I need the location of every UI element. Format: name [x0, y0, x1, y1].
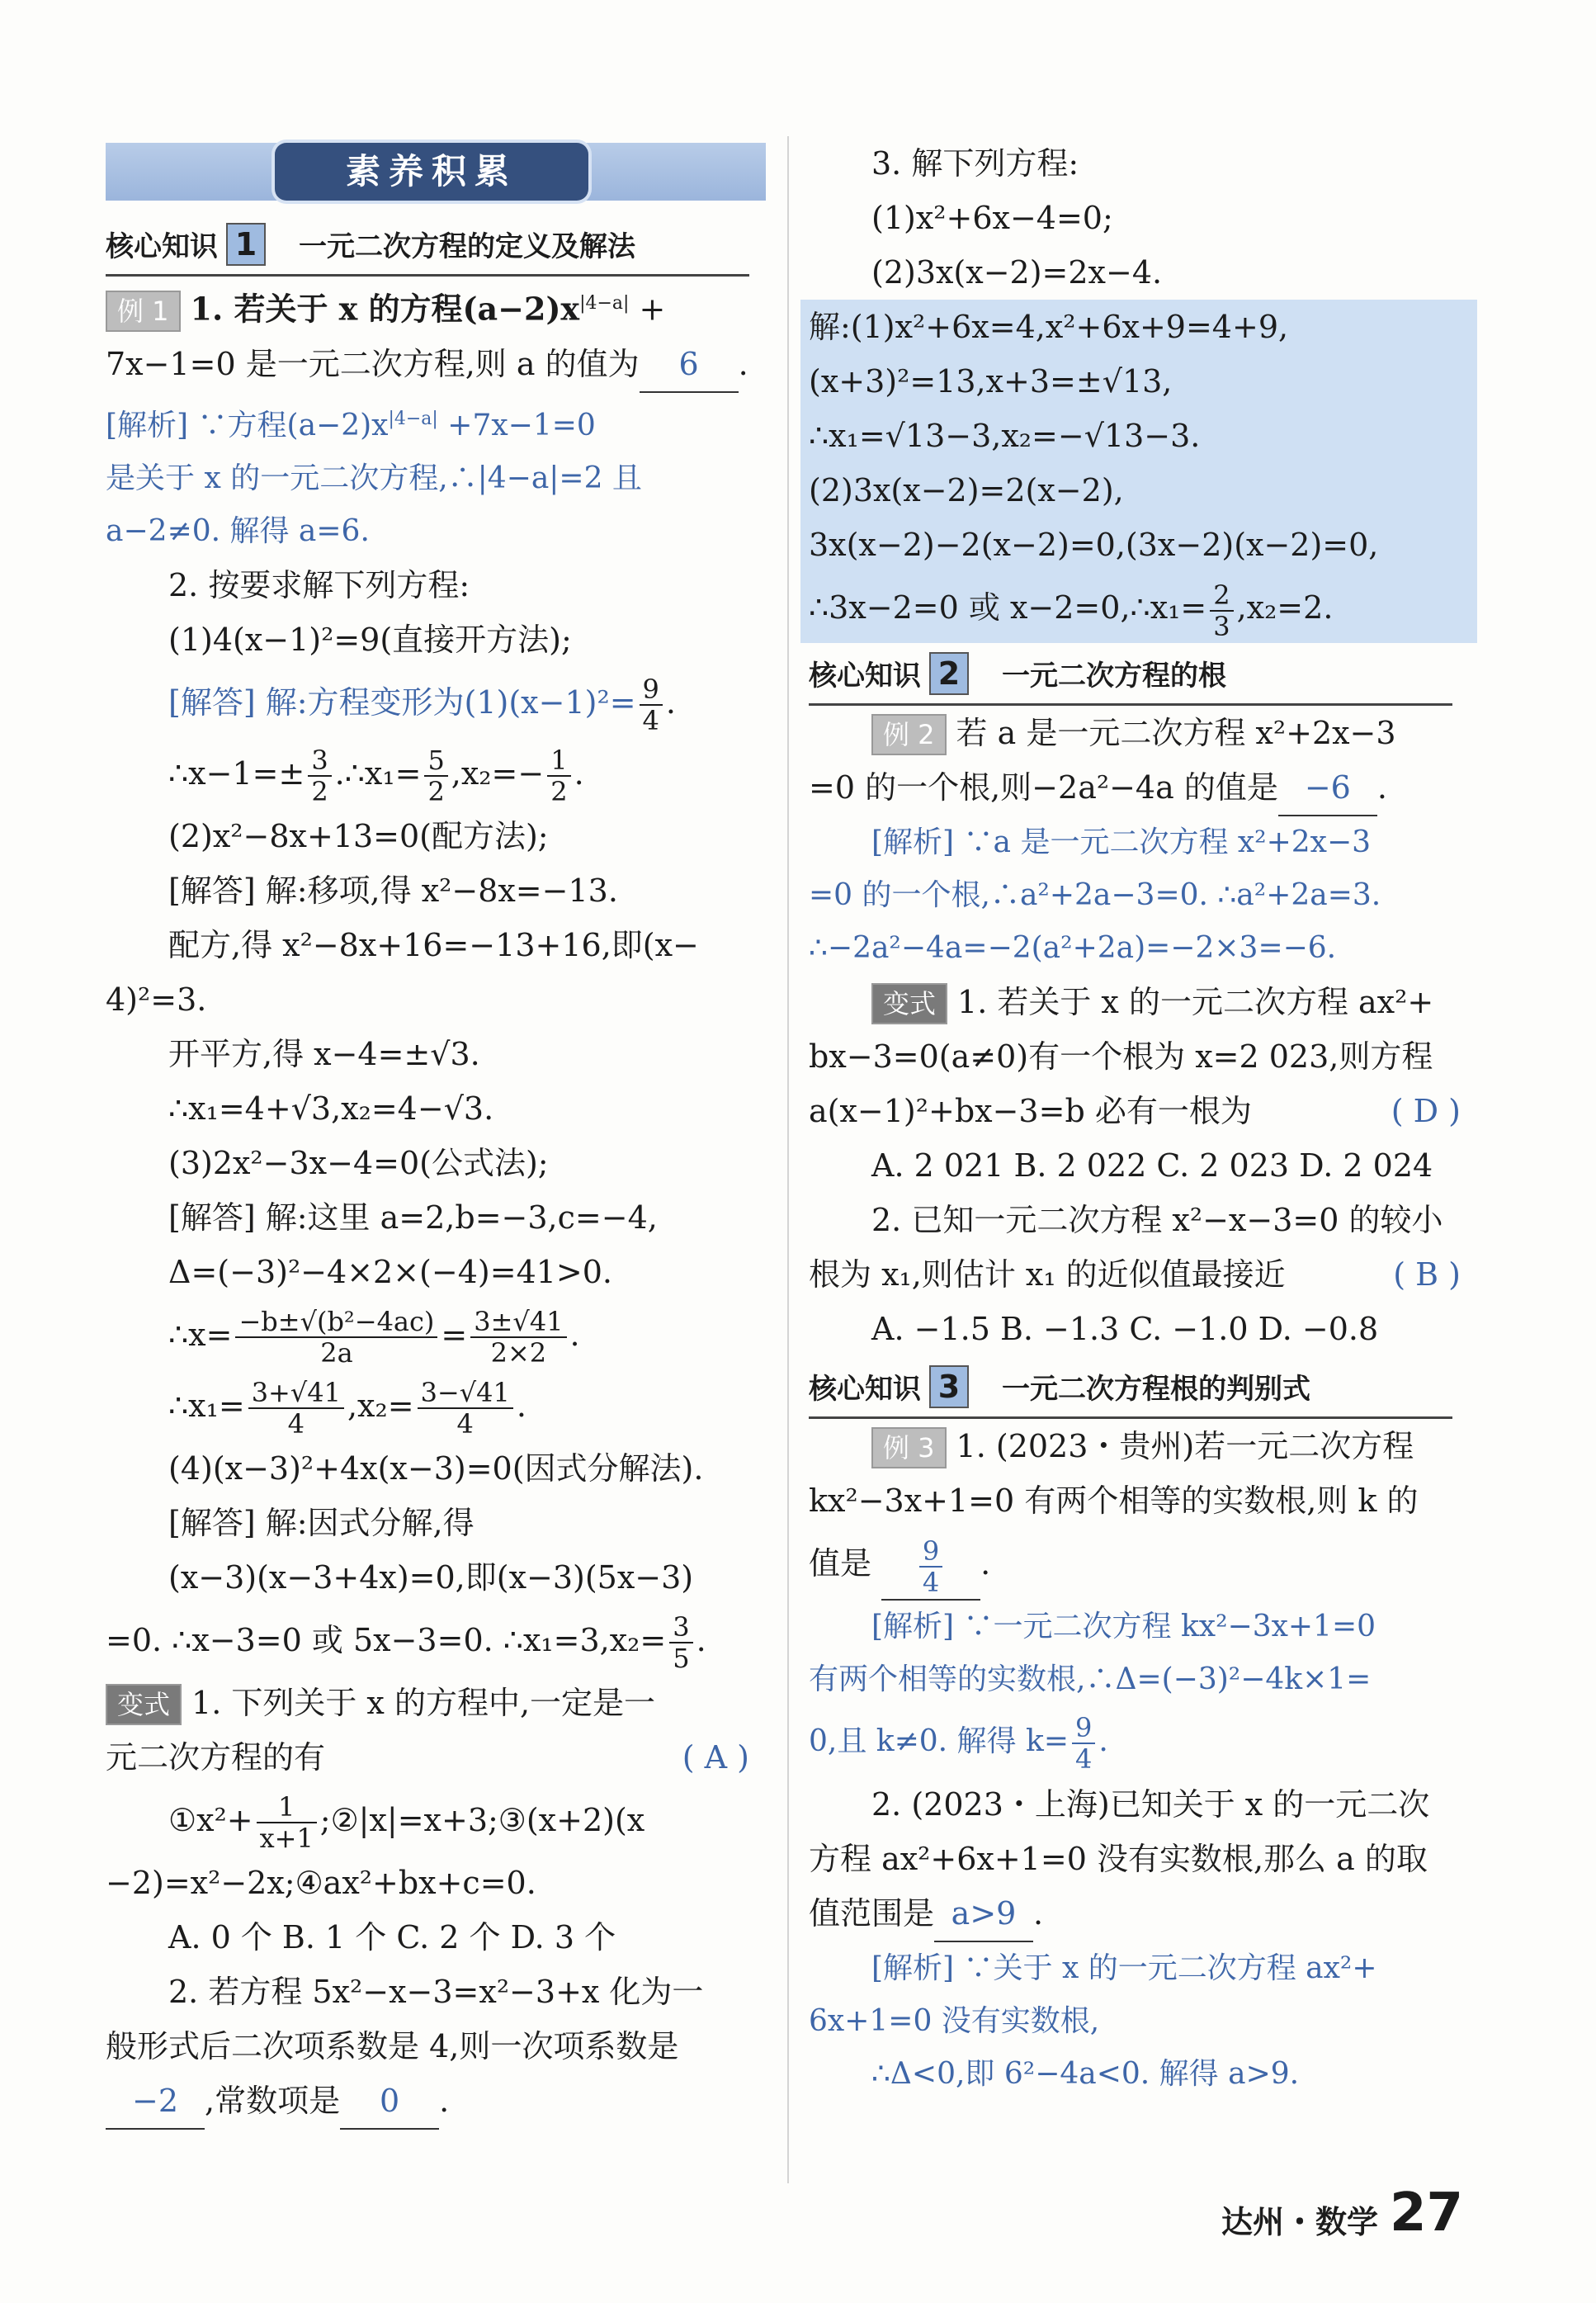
solution-line: [解析] ∵一元二次方程 kx²−3x+1=0: [871, 1610, 1376, 1643]
solution-line: 有两个相等的实数根,∴Δ=(−3)²−4k×1=: [809, 1662, 1372, 1696]
text-line: bx−3=0(a≠0)有一个根为 x=2 023,则方程: [809, 1038, 1433, 1075]
numerator: 3±√41: [470, 1307, 566, 1338]
text-line: (2)3x(x−2)=2(x−2),: [809, 472, 1124, 508]
answer-blank: a>9: [934, 1886, 1033, 1942]
text: +7x−1=0: [437, 408, 596, 442]
fraction: [418, 1378, 513, 1439]
denominator: 4: [1074, 1743, 1093, 1775]
fraction: [248, 1378, 344, 1439]
denominator: 2: [550, 776, 568, 808]
text-line: 值范围是 a>9 .: [809, 1886, 1477, 1942]
text-line: (1)x²+6x−4=0;: [871, 200, 1113, 236]
text-line: [解答] 解:移项,得 x²−8x=−13.: [168, 872, 618, 909]
text-line: [106, 1785, 766, 1856]
text: [解析] ∵方程(a−2)x: [106, 408, 389, 442]
text-line: 3. 解下列方程:: [871, 145, 1079, 182]
fraction: [919, 1536, 942, 1597]
text-line: ∴x₁= $\frac{3+√41}{4}$ ,x₂= $\frac{3-√41}{4}$ .: [168, 1377, 526, 1440]
denominator: 4: [456, 1408, 474, 1440]
knowledge-title: 一元二次方程根的判别式: [1002, 1373, 1310, 1406]
text-line: (x−3)(x−3+4x)=0,即(x−3)(5x−3): [168, 1558, 694, 1596]
text: =0 的一个根,则−2a²−4a 的值是: [809, 769, 1278, 806]
solution-line: a−2≠0. 解得 a=6.: [106, 513, 370, 548]
fraction: [669, 1612, 692, 1673]
text-line: −2 ,常数项是 0 .: [106, 2074, 766, 2130]
text: ,x₂=−: [451, 754, 545, 792]
choice-answer: ( D ): [1391, 1093, 1461, 1129]
text-line: (x+3)²=13,x+3=±√13,: [809, 363, 1173, 400]
options-line: A. 0 个 B. 1 个 C. 2 个 D. 3 个: [168, 1918, 616, 1955]
text-line: 2. (2023・上海)已知关于 x 的一元二次: [871, 1786, 1430, 1823]
denominator: 2a: [320, 1337, 353, 1369]
answer-blank: [881, 1528, 980, 1601]
text: ,x₂=2.: [1236, 589, 1334, 626]
text-line: ∴x₁=4+√3,x₂=4−√3.: [168, 1090, 494, 1127]
fraction: [308, 745, 331, 806]
numerator: 1: [257, 1792, 317, 1823]
knowledge-label: 核心知识: [809, 660, 921, 693]
text: 7x−1=0 是一元二次方程,则 a 的值为: [106, 345, 640, 382]
denominator: 2: [311, 776, 328, 808]
solution-line: 6x+1=0 没有实数根,: [809, 2004, 1100, 2038]
knowledge-number: 3: [929, 1365, 969, 1408]
denominator: 4: [922, 1566, 940, 1598]
text-line: [809, 572, 1469, 643]
text: 1. 若关于 x 的方程(a−2)x: [190, 290, 580, 328]
answer-blank: 0: [340, 2074, 439, 2130]
text-line: 值是 $\frac{9}{4}$ .: [809, 1528, 1477, 1601]
text-line: (2)x²−8x+13=0(配方法);: [168, 817, 549, 854]
text-line: 4)²=3.: [106, 981, 207, 1018]
answer-blank: −6: [1278, 760, 1377, 816]
text: 值范围是: [809, 1895, 935, 1932]
numerator: 9: [640, 674, 663, 706]
example-tag: 例 1: [106, 291, 181, 332]
fraction: [424, 745, 447, 806]
section-banner: [106, 143, 766, 201]
denominator: 4: [642, 705, 659, 737]
choice-answer: ( A ): [682, 1738, 749, 1776]
fraction: [640, 674, 663, 735]
text-line: ∴x= $\frac{\text{−b±√(b²−4ac)}}{2a}$ = $\frac{3\pm√41}{2\times 2}$ .: [168, 1306, 580, 1369]
text-line: −2)=x²−2x;④ax²+bx+c=0.: [106, 1864, 536, 1901]
text-line: 3x(x−2)−2(x−2)=0,(3x−2)(x−2)=0,: [809, 527, 1379, 563]
text: ∴x=: [168, 1316, 233, 1353]
text: ∴x₁=: [168, 1387, 245, 1424]
text-line: [809, 706, 1477, 760]
example-tag: 例 3: [871, 1427, 947, 1468]
column-divider: [787, 136, 789, 2183]
knowledge-number: 2: [929, 652, 969, 695]
fraction: [1210, 580, 1233, 641]
numerator: 2: [1210, 580, 1233, 612]
text: 元二次方程的有: [106, 1738, 326, 1776]
text: |4−a|: [579, 293, 630, 314]
knowledge-heading-3: [809, 1356, 1452, 1419]
fraction: [257, 1792, 317, 1853]
text-line: [809, 975, 1477, 1029]
text: 1. 下列关于 x 的方程中,一定是一: [191, 1684, 656, 1721]
solution-line: 是关于 x 的一元二次方程,∴|4−a|=2 且: [106, 461, 642, 495]
text-line: [解答] 解:因式分解,得: [168, 1504, 475, 1541]
text: =0. ∴x−3=0 或 5x−3=0. ∴x₁=3,x₂=: [106, 1621, 667, 1658]
text: 1. (2023・贵州)若一元二次方程: [956, 1428, 1414, 1464]
variant-tag: 变式: [871, 983, 947, 1024]
text-line: 配方,得 x²−8x+16=−13+16,即(x−: [168, 926, 699, 963]
text: .∴x₁=: [334, 754, 422, 792]
page-footer: [1221, 2179, 1494, 2242]
fraction: [1072, 1713, 1095, 1774]
text: 值是: [809, 1545, 872, 1582]
knowledge-label: 核心知识: [809, 1373, 921, 1406]
fraction: [547, 745, 570, 806]
knowledge-heading-2: [809, 643, 1452, 706]
solution-line: [解析] ∵a 是一元二次方程 x²+2x−3: [871, 825, 1372, 859]
example-tag: 例 2: [871, 714, 947, 755]
text-line: [809, 1084, 1477, 1138]
text-line: 2. 已知一元二次方程 x²−x−3=0 的较小: [871, 1202, 1443, 1238]
text: ,x₂=: [347, 1387, 414, 1424]
solution-line: ∴Δ<0,即 6²−4a<0. 解得 a>9.: [871, 2057, 1300, 2091]
text-line: (2)3x(x−2)=2x−4.: [871, 254, 1163, 291]
solution-line: ∴−2a²−4a=−2(a²+2a)=−2×3=−6.: [809, 931, 1337, 965]
text-line: [解答] 解:方程变形为(1)(x−1)²= $\frac{9}{4}$ .: [168, 674, 676, 737]
text: 若 a 是一元二次方程 x²+2x−3: [956, 715, 1396, 751]
choice-answer: ( B ): [1393, 1256, 1461, 1293]
numerator: 9: [1072, 1713, 1095, 1744]
text-line: [809, 1247, 1477, 1302]
knowledge-number: 1: [226, 223, 266, 266]
text: ;②|x|=x+3;③(x+2)(x: [319, 1801, 645, 1838]
text: 1. 若关于 x 的一元二次方程 ax²+: [957, 984, 1434, 1020]
text: +: [629, 291, 666, 328]
numerator: 1: [547, 745, 570, 777]
footer-region: 达州・数学: [1221, 2204, 1379, 2240]
text: =: [441, 1316, 468, 1353]
solution-line: [解析] ∵关于 x 的一元二次方程 ax²+: [871, 1951, 1377, 1985]
answer-blank: 6: [640, 337, 739, 393]
text: ∴x−1=±: [168, 754, 305, 792]
banner-title: 素养积累: [275, 143, 588, 201]
text: 0,且 k≠0. 解得 k=: [809, 1724, 1069, 1758]
text-line: kx²−3x+1=0 有两个相等的实数根,则 k 的: [809, 1483, 1419, 1519]
text-line: ∴x₁=√13−3,x₂=−√13−3.: [809, 418, 1201, 454]
fraction: [235, 1307, 437, 1368]
text: a(x−1)²+bx−3=b 必有一根为: [809, 1093, 1252, 1129]
text: [解答] 解:方程变形为(1)(x−1)²=: [168, 683, 636, 721]
numerator: 3: [308, 745, 331, 777]
denominator: 5: [673, 1643, 690, 1675]
text: 根为 x₁,则估计 x₁ 的近似值最接近: [809, 1256, 1286, 1293]
text-line: 7x−1=0 是一元二次方程,则 a 的值为 6 .: [106, 337, 766, 393]
fraction: [470, 1307, 566, 1368]
text-line: 解:(1)x²+6x=4,x²+6x+9=4+9,: [809, 309, 1289, 345]
text-line: 开平方,得 x−4=±√3.: [168, 1035, 480, 1072]
options-line: A. −1.5 B. −1.3 C. −1.0 D. −0.8: [871, 1311, 1379, 1347]
text-line: ∴x−1=± $\frac{3}{2}$ .∴x₁= $\frac{5}{2}$ ,x₂=− $\frac{1}{2}$ .: [168, 745, 584, 808]
text-line: (1)4(x−1)²=9(直接开方法);: [168, 621, 572, 658]
denominator: 2: [427, 776, 445, 808]
text-line: [解答] 解:这里 a=2,b=−3,c=−4,: [168, 1199, 658, 1236]
numerator: 5: [424, 745, 447, 777]
options-line: A. 2 021 B. 2 022 C. 2 023 D. 2 024: [871, 1147, 1433, 1184]
text-line: 2. 按要求解下列方程:: [168, 566, 470, 603]
numerator: 3+√41: [248, 1378, 344, 1409]
page-number: 27: [1390, 2182, 1464, 2244]
denominator: 2×2: [490, 1337, 547, 1369]
text-line: 2. 若方程 5x²−x−3=x²−3+x 化为一: [168, 1973, 704, 2010]
denominator: 3: [1213, 610, 1230, 642]
numerator: 3−√41: [418, 1378, 513, 1409]
text-line: [106, 277, 766, 337]
text-line: =0 的一个根,则−2a²−4a 的值是 −6 .: [809, 760, 1477, 816]
text: ∴3x−2=0 或 x−2=0,∴x₁=: [809, 589, 1207, 626]
text-line: Δ=(−3)²−4×2×(−4)=41>0.: [168, 1253, 613, 1290]
text-line: (4)(x−3)²+4x(x−3)=0(因式分解法).: [168, 1449, 704, 1487]
answer-blank: −2: [106, 2074, 205, 2130]
text-line: (3)2x²−3x−4=0(公式法);: [168, 1144, 549, 1181]
text-line: 方程 ax²+6x+1=0 没有实数根,那么 a 的取: [809, 1841, 1428, 1877]
text: ,常数项是: [205, 2082, 341, 2119]
solution-line: =0 的一个根,∴a²+2a−3=0. ∴a²+2a=3.: [809, 878, 1381, 912]
right-column: [809, 136, 1477, 2101]
variant-tag: 变式: [106, 1684, 182, 1725]
solution-line: [106, 393, 766, 452]
numerator: 3: [669, 1612, 692, 1643]
denominator: 4: [287, 1408, 305, 1440]
left-column: [106, 136, 766, 2130]
denominator: x+1: [259, 1823, 314, 1855]
text-line: [809, 1419, 1477, 1473]
numerator: 9: [919, 1536, 942, 1568]
solution-box: [800, 300, 1477, 643]
text: |4−a|: [388, 408, 438, 429]
text-line: [106, 1730, 766, 1785]
text-line: [106, 1676, 766, 1730]
solution-line: 0,且 k≠0. 解得 k= $\frac{9}{4}$ .: [809, 1712, 1108, 1775]
knowledge-title: 一元二次方程的根: [1002, 660, 1226, 693]
knowledge-heading-1: [106, 214, 749, 277]
knowledge-label: 核心知识: [106, 230, 218, 263]
knowledge-title: 一元二次方程的定义及解法: [299, 230, 635, 263]
text-line: 般形式后二次项系数是 4,则一次项系数是: [106, 2027, 679, 2064]
numerator: −b±√(b²−4ac): [235, 1307, 437, 1338]
text: ①x²+: [168, 1801, 253, 1838]
text-line: =0. ∴x−3=0 或 5x−3=0. ∴x₁=3,x₂= $\frac{3}{5}$ .: [106, 1611, 706, 1675]
